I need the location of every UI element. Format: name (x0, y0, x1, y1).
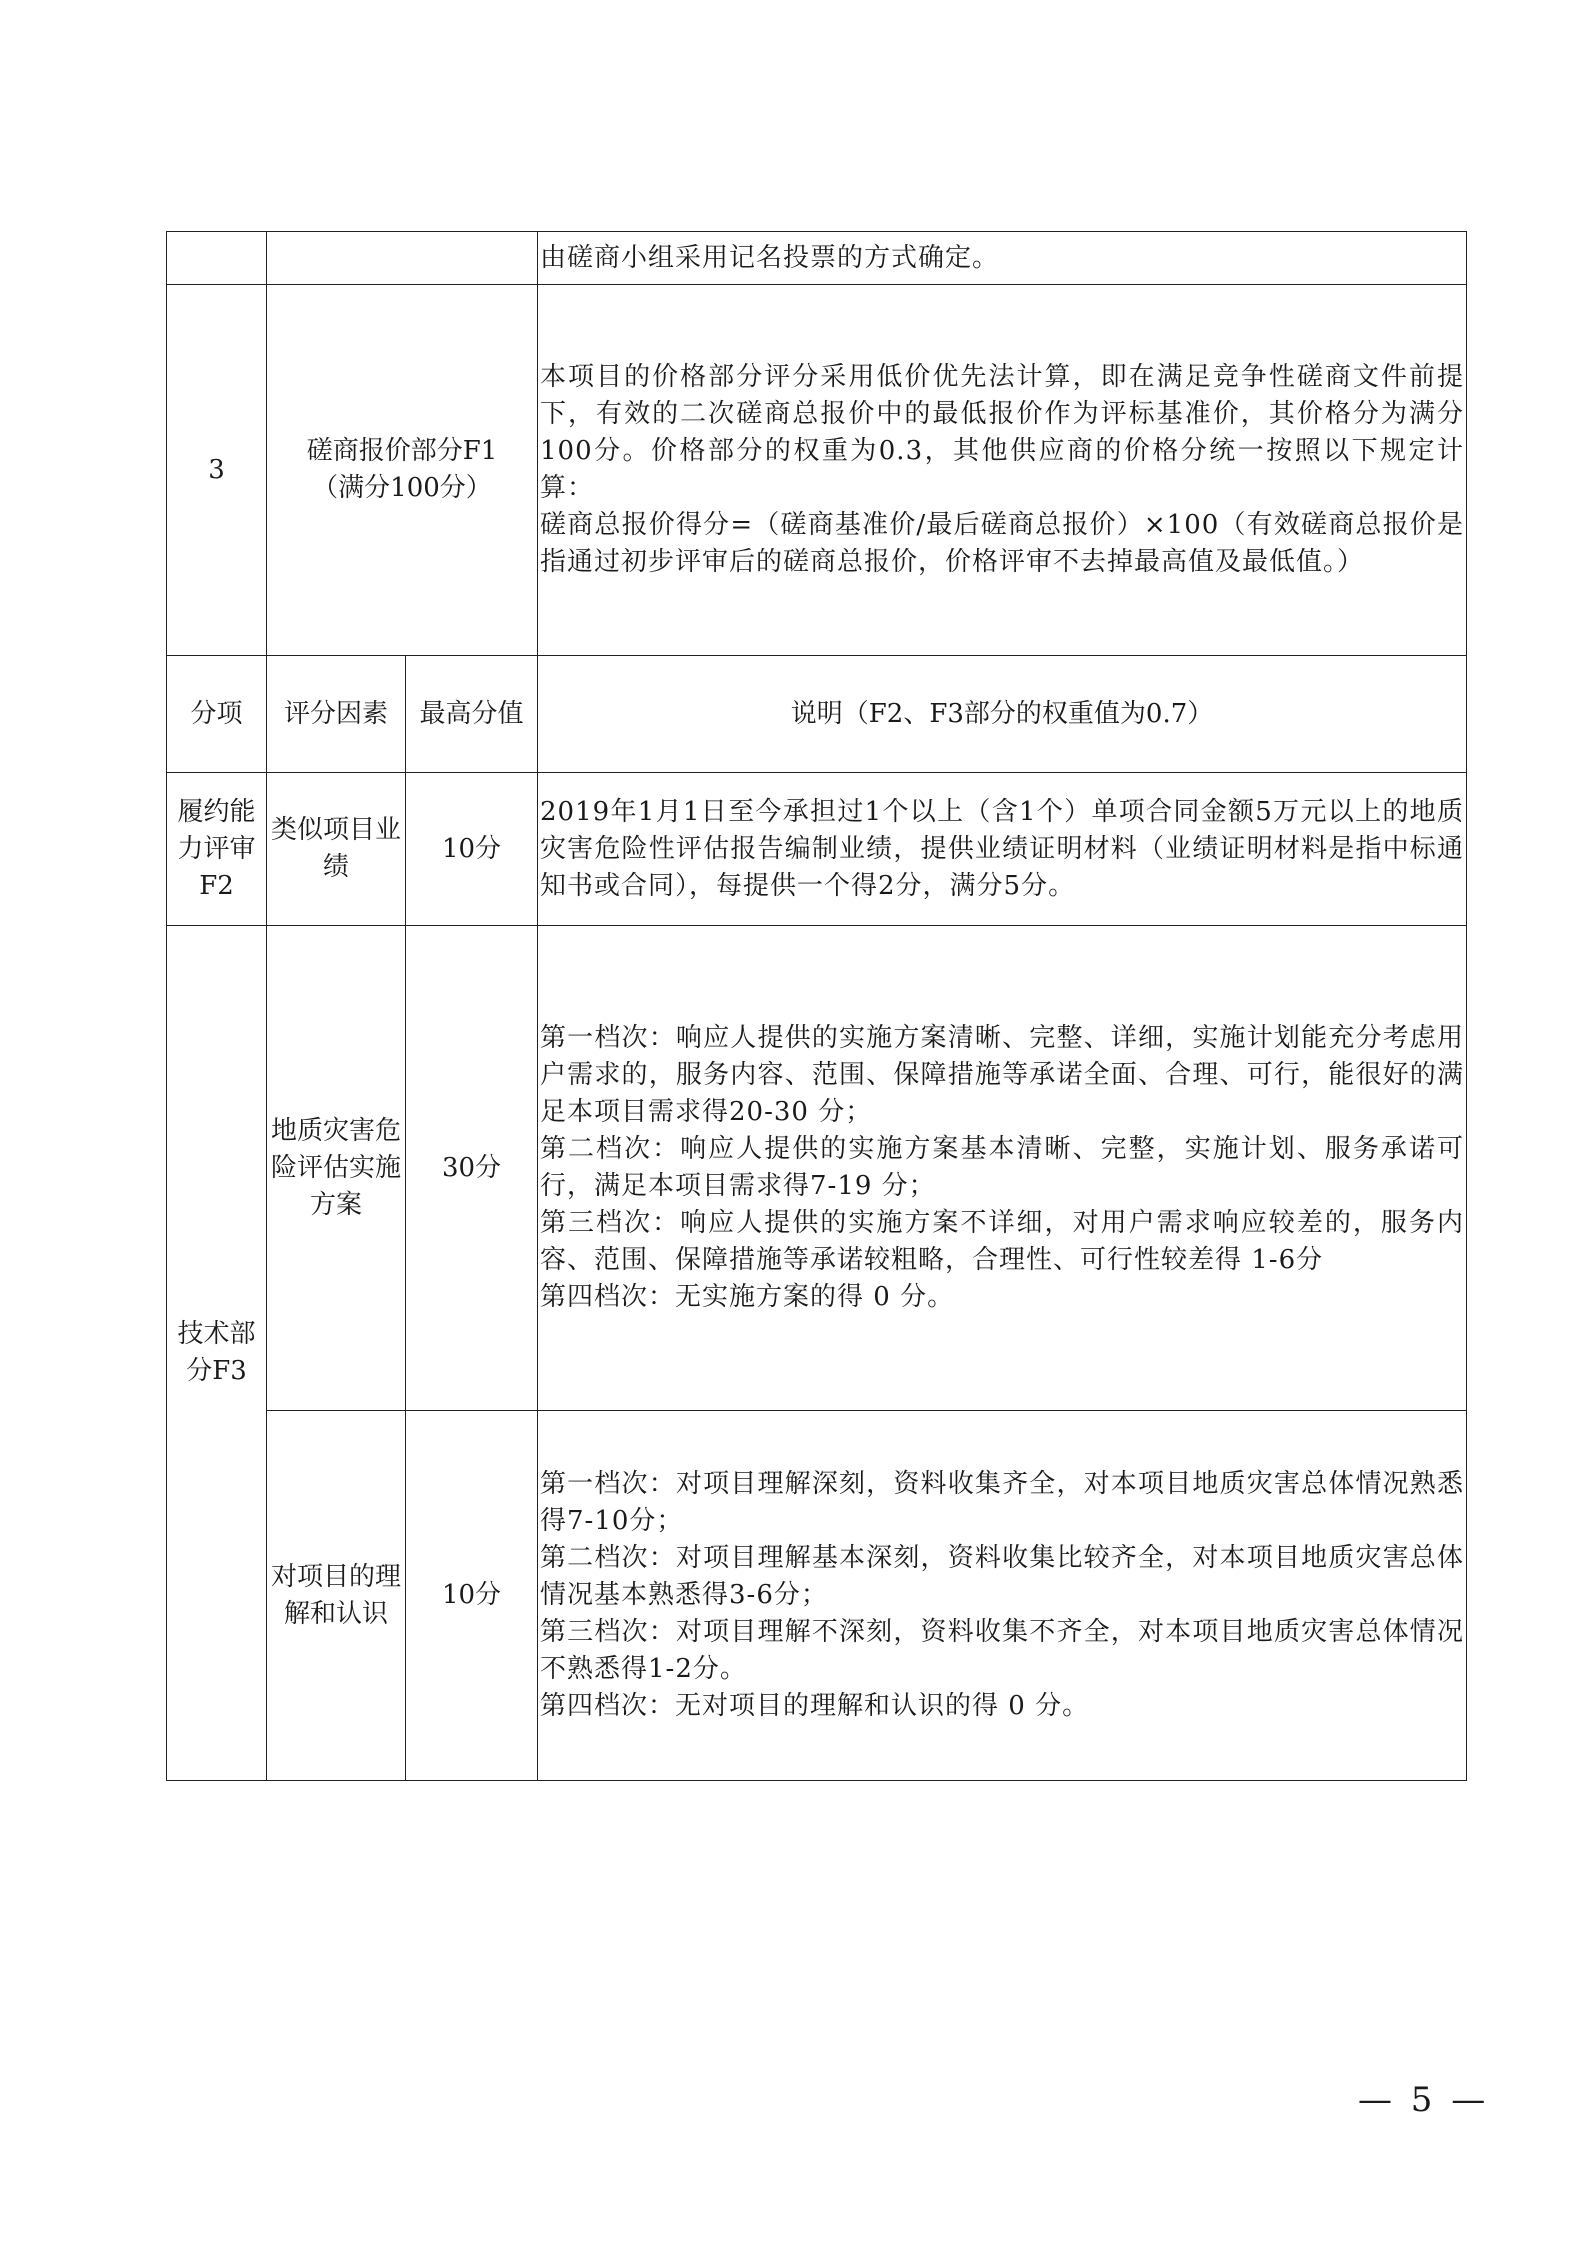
f3-item: 技术部分F3 (167, 926, 267, 1781)
tier-2: 第二档次：对项目理解基本深刻，资料收集比较齐全，对本项目地质灾害总体情况基本熟悉得3-6分； (540, 1543, 1464, 1610)
tier-2: 第二档次：响应人提供的实施方案基本清晰、完整，实施计划、服务承诺可行，满足本项目需求得7-19 分； (540, 1134, 1464, 1201)
table-row-price (167, 285, 1467, 656)
header-max-score: 最高分值 (406, 656, 538, 773)
empty-cell (167, 232, 267, 285)
f2-description: 2019年1月1日至今承担过1个以上（含1个）单项合同金额5万元以上的地质灾害危险性评估报告编制业绩，提供业绩证明材料（业绩证明材料是指中标通知书或合同），每提供一个得2分，满分5分。 (538, 773, 1467, 926)
f2-item: 履约能力评审F2 (167, 773, 267, 926)
continuation-text: 由磋商小组采用记名投票的方式确定。 (538, 232, 1467, 285)
f2-max-score: 10分 (406, 773, 538, 926)
f3-plan-max-score: 30分 (406, 926, 538, 1411)
table-row-continuation (167, 232, 1467, 285)
price-factor-cell (267, 285, 538, 656)
tier-4: 第四档次：无对项目的理解和认识的得 0 分。 (540, 1691, 1090, 1721)
tier-1: 第一档次：响应人提供的实施方案清晰、完整、详细，实施计划能充分考虑用户需求的，服务内容、范围、保障措施等承诺全面、合理、可行，能很好的满足本项目需求得20-30 分； (540, 1023, 1464, 1127)
table-row-f3-plan (167, 926, 1467, 1411)
f3-plan-description (538, 926, 1467, 1411)
table-row-f3-understanding (167, 1411, 1467, 1781)
f3-understanding-factor: 对项目的理解和认识 (267, 1411, 406, 1781)
f3-plan-factor: 地质灾害危险评估实施方案 (267, 926, 406, 1411)
tier-4: 第四档次：无实施方案的得 0 分。 (540, 1282, 955, 1312)
price-factor-full-score: （满分100分） (312, 473, 492, 503)
row-number: 3 (167, 285, 267, 656)
header-description: 说明（F2、F3部分的权重值为0.7） (538, 656, 1467, 773)
scoring-table (166, 231, 1467, 1781)
f3-understanding-max-score: 10分 (406, 1411, 538, 1781)
empty-cell (267, 232, 538, 285)
price-formula: 磋商总报价得分=（磋商基准价/最后磋商总报价）×100（有效磋商总报价是指通过初步评审后的磋商总报价，价格评审不去掉最高值及最低值。） (540, 510, 1464, 577)
page-number: — 5 — (1358, 2080, 1490, 2120)
price-description-cell (538, 285, 1467, 656)
table-row-f2 (167, 773, 1467, 926)
price-description: 本项目的价格部分评分采用低价优先法计算，即在满足竞争性磋商文件前提下，有效的二次磋商总报价中的最低报价作为评标基准价，其价格分为满分100分。价格部分的权重为0.3，其他供应商的价格分统一按照以下规定计算： (540, 362, 1464, 503)
table-header-row (167, 656, 1467, 773)
f2-factor: 类似项目业绩 (267, 773, 406, 926)
tier-1: 第一档次：对项目理解深刻，资料收集齐全，对本项目地质灾害总体情况熟悉得7-10分； (540, 1469, 1464, 1536)
header-item: 分项 (167, 656, 267, 773)
tier-3: 第三档次：响应人提供的实施方案不详细，对用户需求响应较差的，服务内容、范围、保障措施等承诺较粗略，合理性、可行性较差得 1-6分 (540, 1208, 1464, 1275)
header-factor: 评分因素 (267, 656, 406, 773)
tier-3: 第三档次：对项目理解不深刻，资料收集不齐全，对本项目地质灾害总体情况不熟悉得1-2分。 (540, 1617, 1464, 1684)
price-factor-title: 磋商报价部分F1 (306, 436, 498, 466)
f3-understanding-description (538, 1411, 1467, 1781)
